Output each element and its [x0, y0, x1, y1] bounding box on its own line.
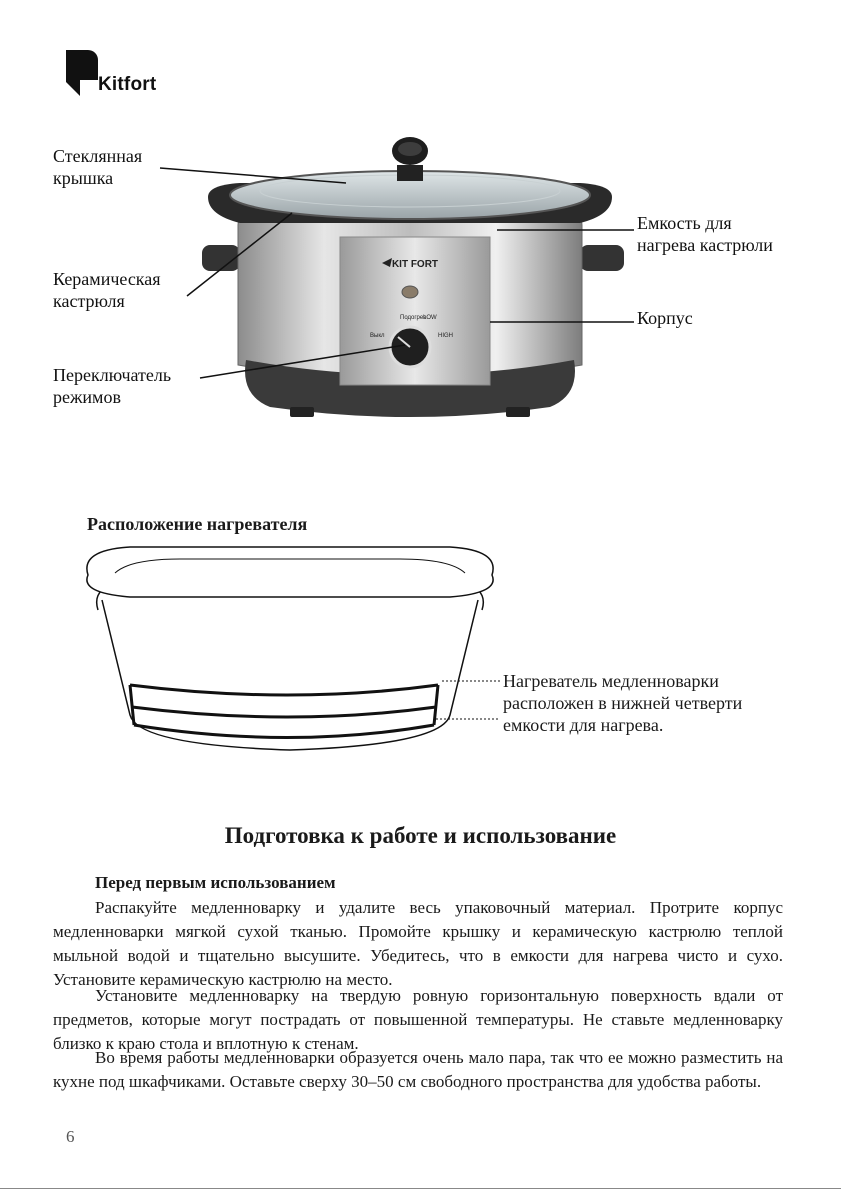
- svg-text:HIGH: HIGH: [438, 333, 453, 339]
- callout-heating-vessel: Емкость для нагрева кастрюли: [637, 213, 773, 255]
- panel-brand: KIT FORT: [391, 259, 439, 270]
- callout-housing: Корпус: [637, 308, 693, 328]
- paragraph: Во время работы медленноварки образуется очень мало пара, так что ее можно разместить на кухне под шкафчиками. Оставьте сверху 30–50 см свободного пространства для удобства работы.: [53, 1048, 783, 1091]
- paragraph: Установите медленноварку на твердую ровную горизонтальную поверхность вдали от предметов, которые могут пострадать от повышенной температуры. Не ставьте медленноварку близко к краю стола и вплотную к стенам.: [53, 986, 783, 1053]
- svg-text:Подогрев: Подогрев: [400, 315, 427, 321]
- bottom-rule: [0, 1188, 841, 1189]
- heater-note: Нагреватель медленноварки расположен в нижней четверти емкости для нагрева.: [503, 671, 743, 735]
- brand-name: Kitfort: [98, 74, 157, 95]
- page-number: 6: [66, 1127, 75, 1146]
- callout-glass-lid: Стеклянная крышка: [53, 146, 143, 188]
- callout-ceramic-pot: Керамическая кастрюля: [53, 269, 161, 311]
- heater-diagram: [70, 545, 510, 805]
- svg-text:Выкл: Выкл: [370, 333, 385, 339]
- callout-mode-switch: Переключатель режимов: [53, 365, 172, 407]
- heater-band: [132, 707, 436, 717]
- subsection-title: Перед первым использованием: [95, 873, 336, 892]
- section-title: Подготовка к работе и использование: [224, 823, 617, 848]
- paragraph: Распакуйте медленноварку и удалите весь упаковочный материал. Протрите корпус медленноварки мягкой сухой тканью. Промойте крышку и керамическую кастрюлю теплой мыльной водой и тщательно высушите. Убедитесь, что в емкости для нагрева чисто и сухо. Установите керамическую кастрюлю на место.: [53, 898, 783, 989]
- svg-text:LOW: LOW: [423, 315, 437, 321]
- heater-heading: Расположение нагревателя: [87, 514, 308, 534]
